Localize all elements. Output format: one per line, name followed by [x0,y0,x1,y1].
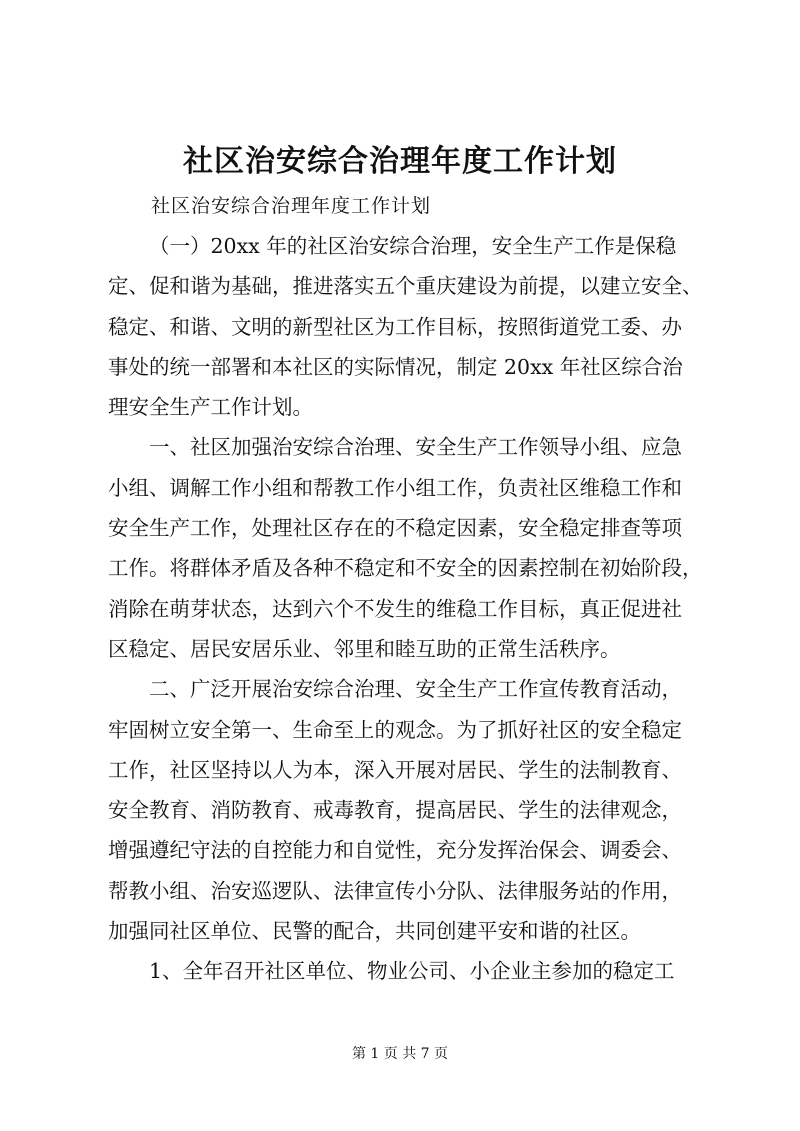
text-line: 工作，社区坚持以人为本，深入开展对居民、学生的法制教育、 [108,757,682,782]
page-footer: 第 1 页 共 7 页 [351,1046,449,1062]
text-line: 增强遵纪守法的自控能力和自觉性，充分发挥治保会、调委会、 [108,838,682,863]
text-line: 理安全生产工作计划。 [108,395,313,420]
text-line: 1、全年召开社区单位、物业公司、小企业主参加的稳定工 [149,959,675,984]
paragraph-4 [108,951,716,991]
text-line: 稳定、和谐、文明的新型社区为工作目标，按照街道党工委、办 [108,314,682,339]
text-line: 安全教育、消防教育、戒毒教育，提高居民、学生的法律观念， [108,798,682,823]
text-line: 消除在萌芽状态，达到六个不发生的维稳工作目标，真正促进社 [108,596,682,621]
text-line: （一）20xx 年的社区治安综合治理，安全生产工作是保稳 [149,234,677,258]
text-line: 二、广泛开展治安综合治理、安全生产工作宣传教育活动， [149,677,682,702]
text-line: 定、促和谐为基础，推进落实五个重庆建设为前提，以建立安全、 [108,274,703,299]
paragraph-2 [108,427,716,669]
document-title: 社区治安综合治理年度工作计划 [183,144,617,179]
text-line: 小组、调解工作小组和帮教工作小组工作，负责社区维稳工作和 [108,475,682,500]
text-line: 区稳定、居民安居乐业、邻里和睦互助的正常生活秩序。 [108,636,621,661]
text-line: 一、社区加强治安综合治理、安全生产工作领导小组、应急 [149,435,682,460]
document-subtitle: 社区治安综合治理年度工作计划 [151,195,432,217]
text-line: 帮教小组、治安巡逻队、法律宣传小分队、法律服务站的作用， [108,878,682,903]
text-line: 事处的统一部署和本社区的实际情况，制定 20xx 年社区综合治 [108,354,683,379]
text-line: 加强同社区单位、民警的配合，共同创建平安和谐的社区。 [108,919,641,944]
document-body [108,188,716,992]
text-line: 工作。将群体矛盾及各种不稳定和不安全的因素控制在初始阶段， [108,556,703,581]
paragraph-3 [108,669,716,951]
text-line: 安全生产工作，处理社区存在的不稳定因素，安全稳定排查等项 [108,516,682,541]
text-line: 牢固树立安全第一、生命至上的观念。为了抓好社区的安全稳定 [108,717,682,742]
paragraph-1 [108,226,716,427]
